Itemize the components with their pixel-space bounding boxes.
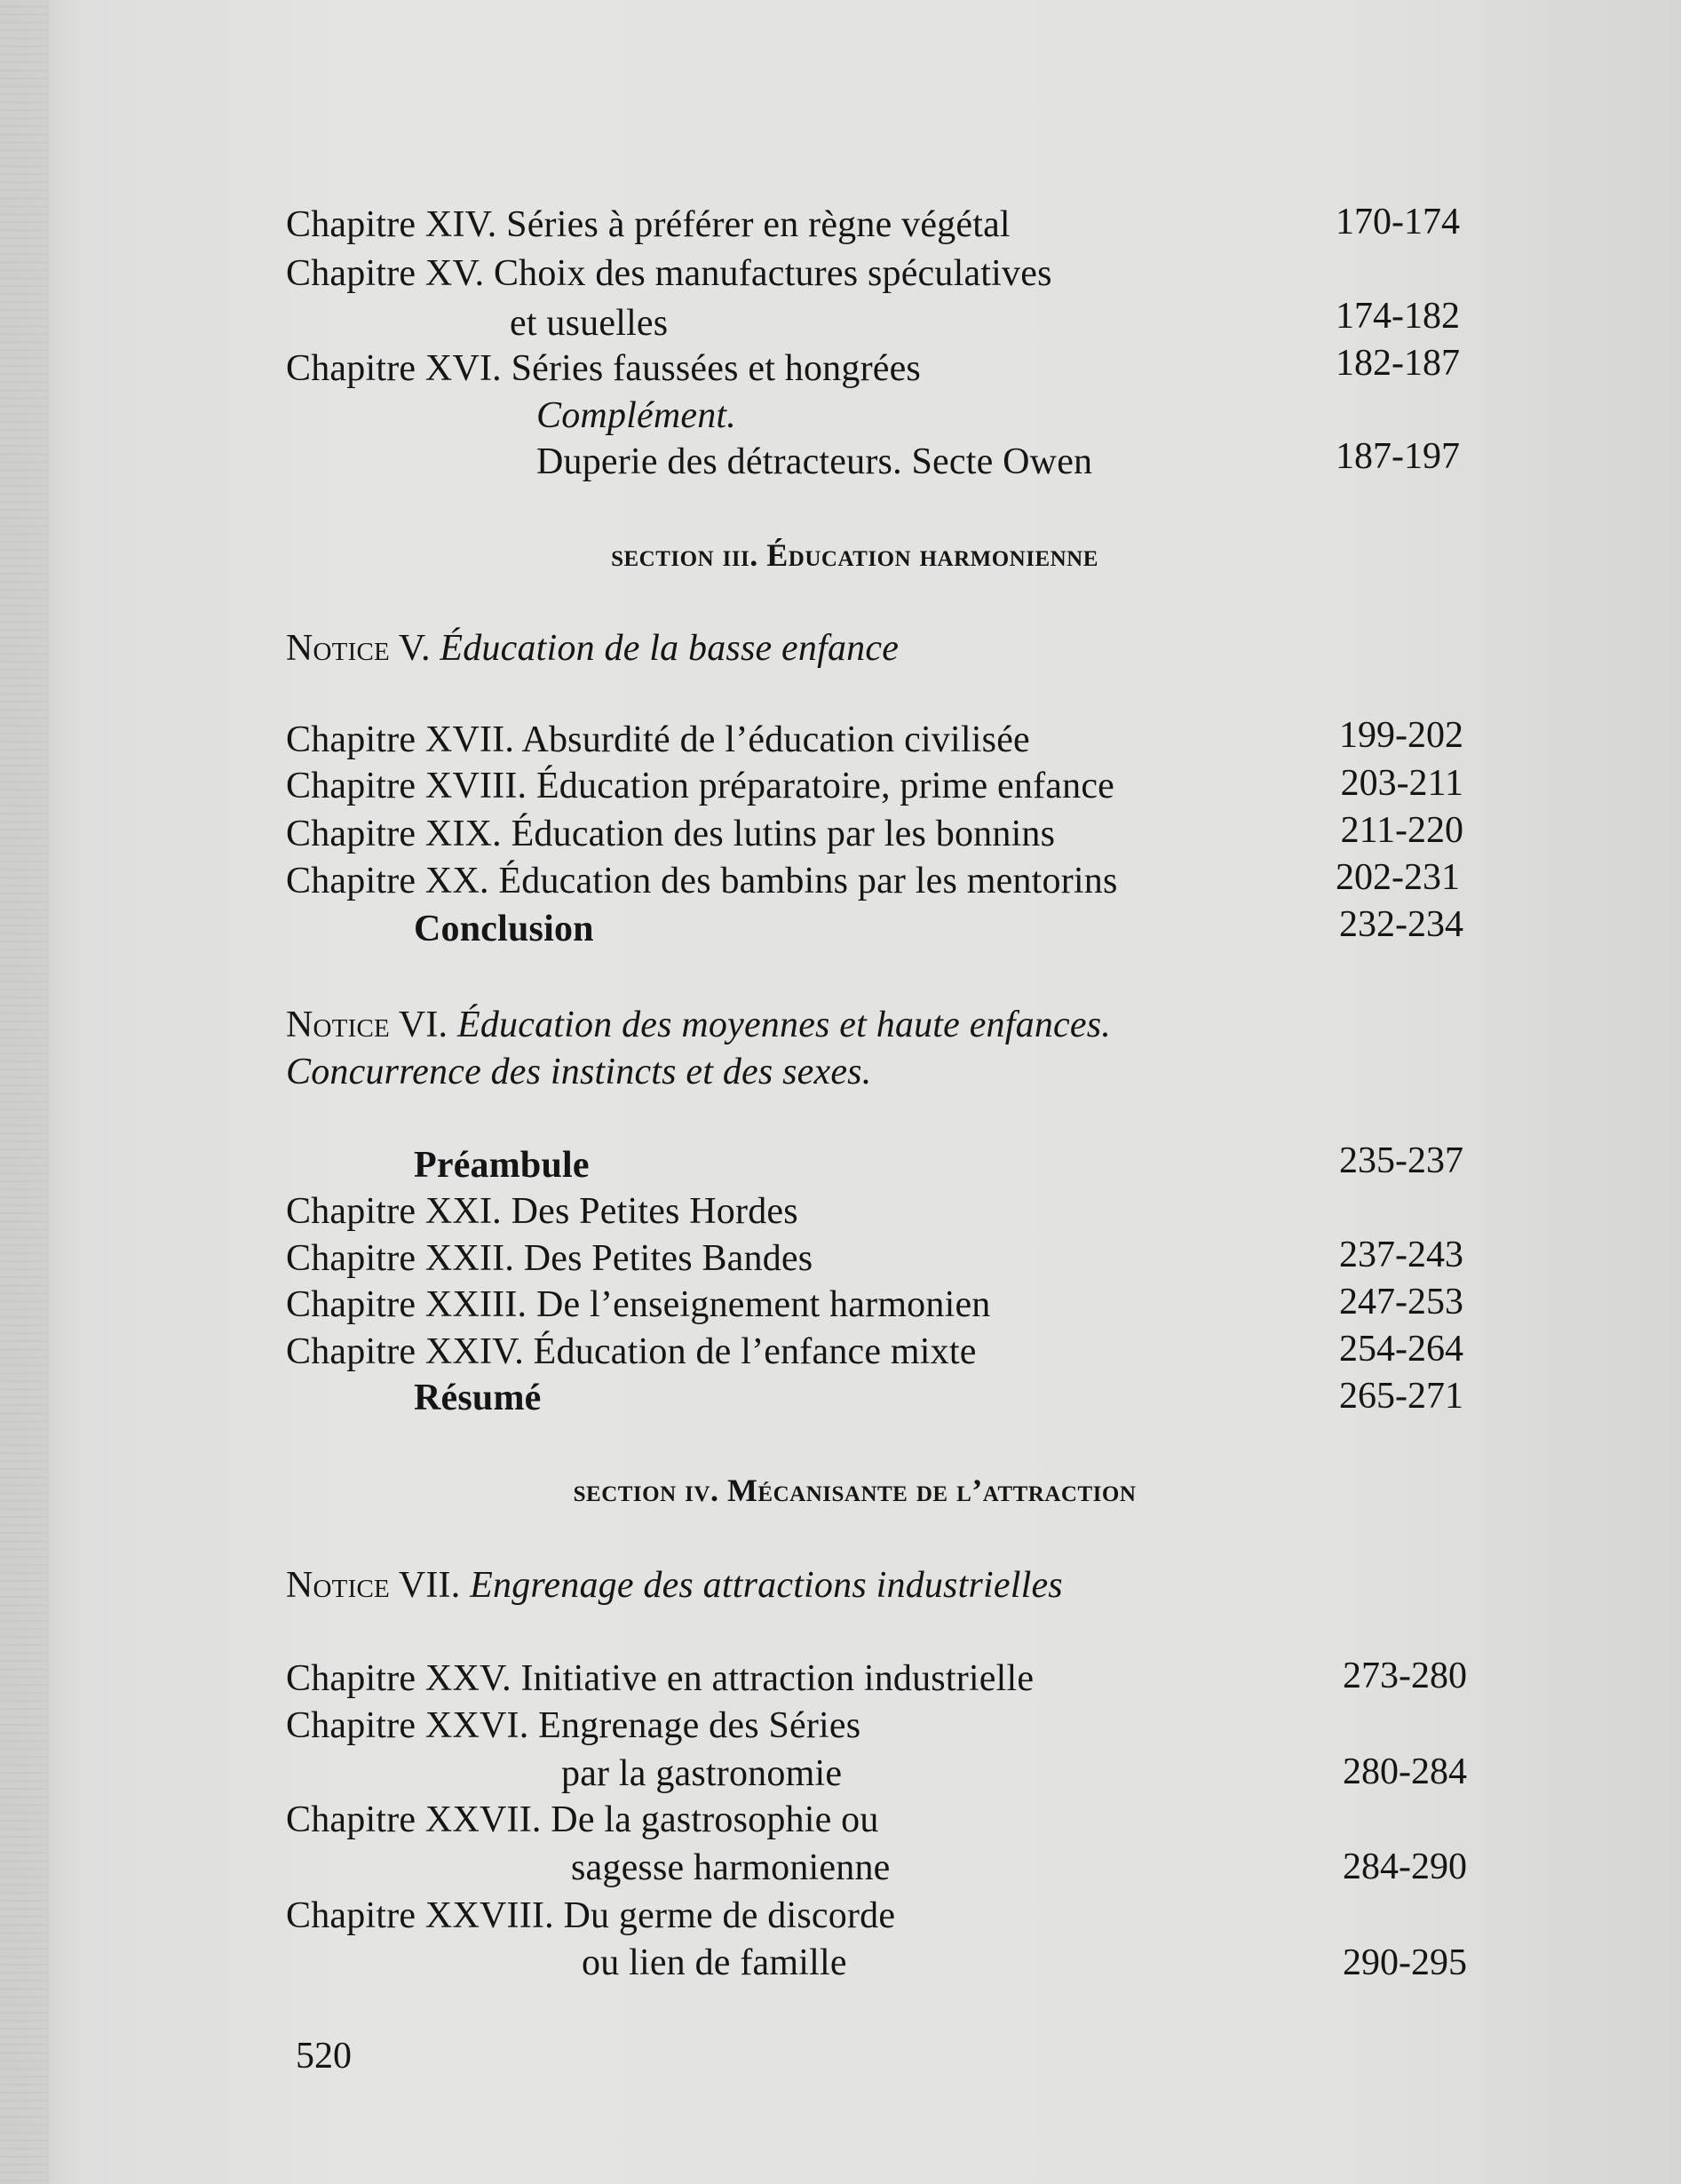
toc-entry-label: Chapitre XXIV. Éducation de l’enfance mixte <box>286 1331 977 1372</box>
toc-entry-label: Complément. <box>536 395 736 436</box>
toc-entry-label: Chapitre XXVIII. Du germe de discorde <box>286 1895 896 1936</box>
toc-entry-label: Chapitre XIV. Séries à préférer en règne végétal <box>286 204 1011 245</box>
toc-entry-label: ou lien de famille <box>582 1942 847 1983</box>
toc-entry-pages: 170-174 <box>1336 202 1460 242</box>
toc-entry-label: Chapitre XXII. Des Petites Bandes <box>286 1238 813 1279</box>
section-prefix: section iii. <box>611 537 758 573</box>
toc-entry-label: Chapitre XVII. Absurdité de l’éducation civilisée <box>286 719 1030 760</box>
toc-entry-label: Chapitre XXIII. De l’enseignement harmonien <box>286 1284 991 1325</box>
toc-entry-pages: 273-280 <box>1343 1656 1467 1696</box>
toc-entry-label: Chapitre XVI. Séries faussées et hongrées <box>286 348 921 389</box>
notice-label: Notice V. <box>286 628 431 669</box>
notice-title-continued: Concurrence des instincts et des sexes. <box>286 1052 872 1092</box>
toc-entry-label: Chapitre XX. Éducation des bambins par les mentorins <box>286 861 1118 901</box>
toc-entry-pages: 202-231 <box>1336 857 1460 898</box>
notice-heading <box>286 1003 1111 1047</box>
toc-entry-pages: 290-295 <box>1343 1942 1467 1983</box>
toc-entry-pages: 280-284 <box>1343 1751 1467 1792</box>
toc-entry-pages: 235-237 <box>1339 1140 1463 1181</box>
toc-entry-label: Chapitre XV. Choix des manufactures spéculatives <box>286 253 1052 294</box>
notice-heading <box>286 626 899 671</box>
toc-entry-label: Conclusion <box>414 909 594 949</box>
notice-title: Éducation de la basse enfance <box>440 628 900 669</box>
toc-entry-label: par la gastronomie <box>561 1753 843 1794</box>
toc-entry-label: Résumé <box>414 1378 542 1418</box>
notice-title: Éducation des moyennes et haute enfances. <box>456 1005 1111 1045</box>
notice-label: Notice VI. <box>286 1005 448 1045</box>
toc-entry-pages: 247-253 <box>1339 1282 1463 1322</box>
page-number: 520 <box>296 2036 352 2077</box>
toc-entry-label: Chapitre XVIII. Éducation préparatoire, prime enfance <box>286 766 1115 806</box>
toc-entry-label: Chapitre XXVI. Engrenage des Séries <box>286 1705 861 1746</box>
notice-heading <box>286 1563 1063 1608</box>
toc-entry-pages: 199-202 <box>1339 715 1463 756</box>
toc-entry-label: Chapitre XXVII. De la gastrosophie ou <box>286 1799 879 1840</box>
toc-entry-label: sagesse harmonienne <box>571 1847 891 1888</box>
page-gutter <box>0 0 49 2184</box>
toc-entry-pages: 187-197 <box>1336 436 1460 477</box>
toc-entry-pages: 284-290 <box>1343 1846 1467 1887</box>
notice-label: Notice VII. <box>286 1565 461 1606</box>
toc-entry-pages: 211-220 <box>1340 810 1463 851</box>
toc-entry-label: Chapitre XXV. Initiative en attraction industrielle <box>286 1658 1035 1699</box>
section-title: Éducation harmonienne <box>766 537 1098 573</box>
toc-entry-pages: 265-271 <box>1339 1376 1463 1417</box>
toc-entry-label: Duperie des détracteurs. Secte Owen <box>536 441 1093 482</box>
toc-entry-pages: 254-264 <box>1339 1329 1463 1370</box>
notice-title: Engrenage des attractions industrielles <box>470 1565 1063 1606</box>
toc-entry-pages: 203-211 <box>1340 763 1463 804</box>
toc-entry-pages: 182-187 <box>1336 343 1460 384</box>
toc-entry-pages: 237-243 <box>1339 1235 1463 1275</box>
toc-entry-pages: 232-234 <box>1339 904 1463 945</box>
toc-entry-label: Chapitre XIX. Éducation des lutins par les bonnins <box>286 814 1056 854</box>
section-heading <box>0 533 1681 577</box>
section-prefix: section iv. <box>573 1473 719 1508</box>
toc-entry-label: Chapitre XXI. Des Petites Hordes <box>286 1191 798 1232</box>
section-title: Mécanisante de l’attraction <box>726 1473 1137 1508</box>
toc-entry-pages: 174-182 <box>1336 296 1460 337</box>
toc-entry-label: et usuelles <box>510 303 669 344</box>
toc-entry-label: Préambule <box>414 1145 590 1186</box>
section-heading <box>0 1468 1681 1513</box>
